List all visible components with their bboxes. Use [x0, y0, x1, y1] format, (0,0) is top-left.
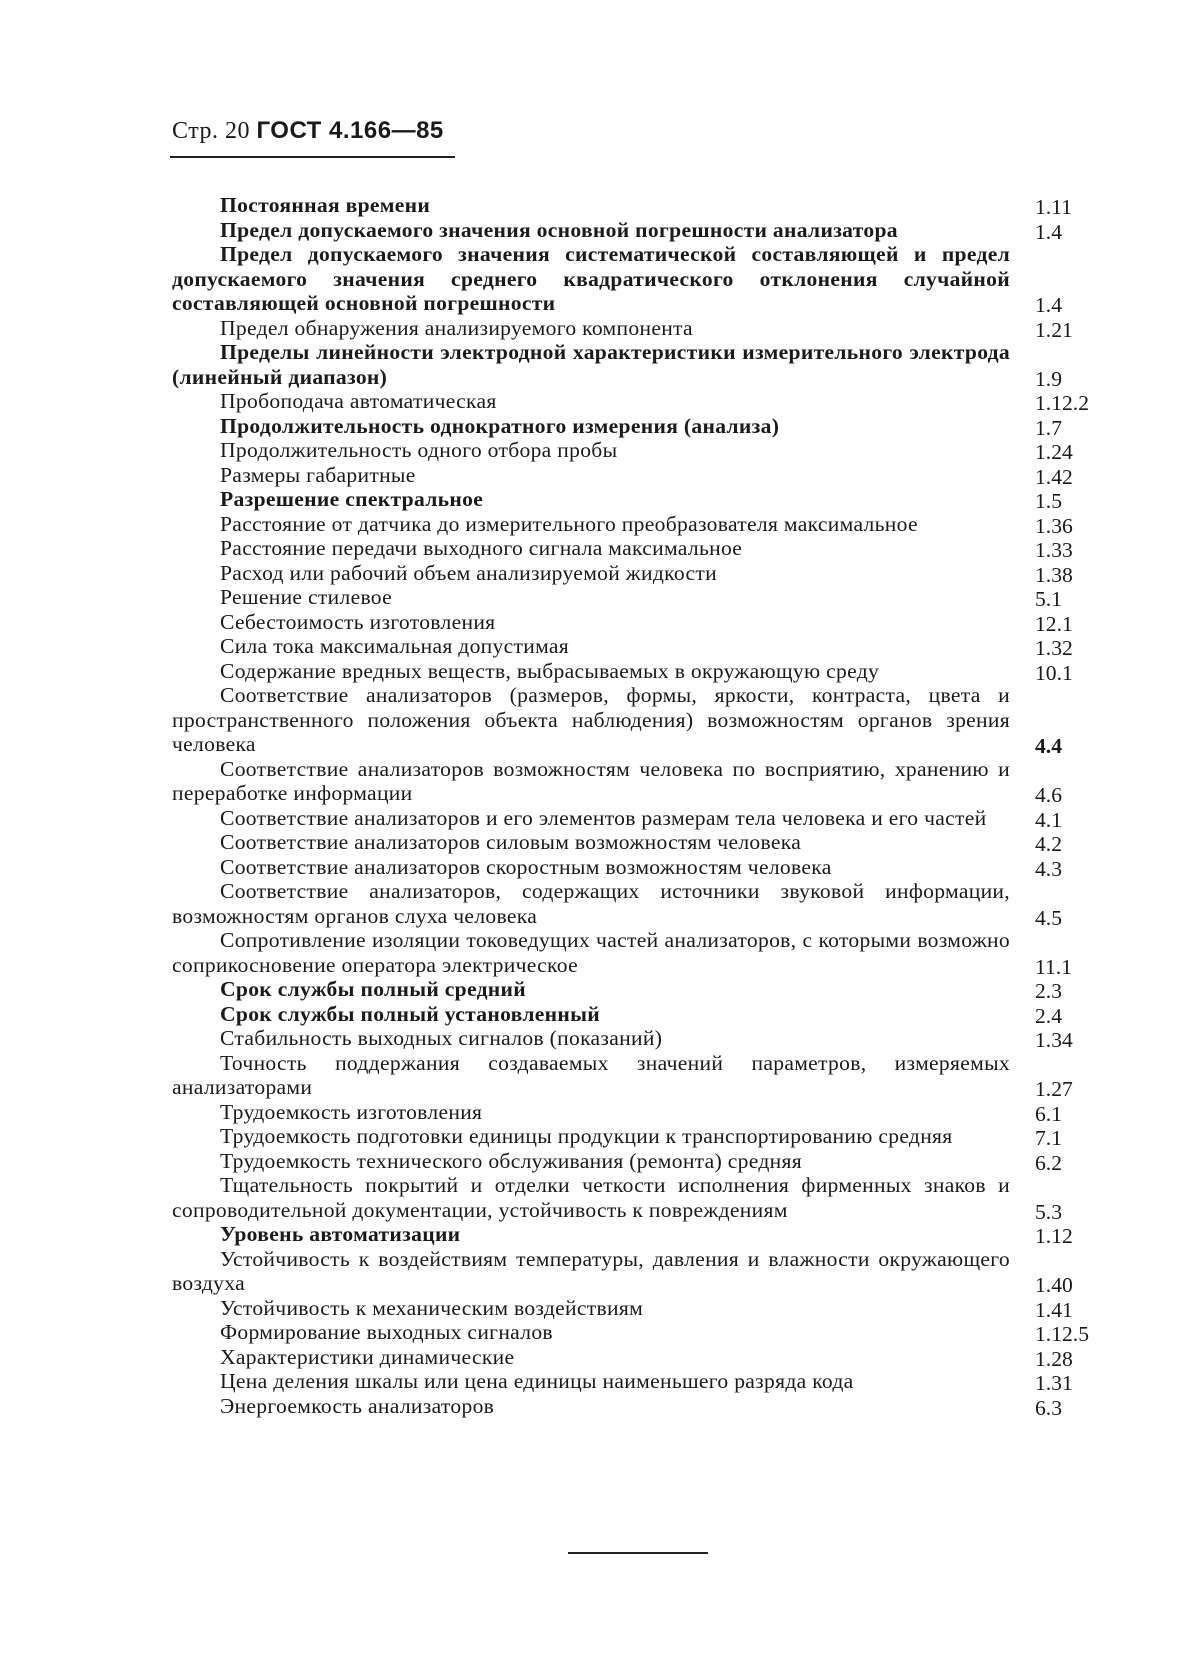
index-entry — [172, 561, 1122, 586]
index-term: Разрешение спектральное — [220, 487, 484, 511]
index-entry — [172, 659, 1122, 684]
end-rule — [568, 1552, 708, 1554]
index-ref: 6.2 — [1035, 1150, 1062, 1175]
index-term: Соответствие анализаторов возможностям человека по восприятию, хранению и переработке информации — [172, 756, 1010, 805]
index-term: Формирование выходных сигналов — [220, 1320, 553, 1344]
index-ref: 11.1 — [1035, 954, 1072, 979]
index-entry — [172, 977, 1122, 1002]
index-ref: 12.1 — [1035, 611, 1073, 636]
index-ref: 1.27 — [1035, 1077, 1073, 1101]
index-entry — [172, 1394, 1122, 1419]
index-entry — [172, 1320, 1122, 1345]
page-header — [172, 117, 444, 145]
index-term: Соответствие анализаторов скоростным возможностям человека — [220, 854, 832, 879]
index-entry — [172, 1124, 1122, 1149]
index-entry — [172, 757, 1122, 806]
index-ref: 10.1 — [1035, 660, 1073, 685]
index-ref: 1.33 — [1035, 538, 1073, 562]
index-term: Срок службы полный установленный — [220, 1001, 601, 1026]
index-entry — [172, 1026, 1122, 1051]
index-ref: 5.3 — [1035, 1199, 1062, 1224]
index-entry — [172, 806, 1122, 831]
index-ref: 6.3 — [1035, 1395, 1062, 1420]
index-ref: 6.1 — [1035, 1101, 1062, 1126]
index-ref: 1.38 — [1035, 562, 1073, 587]
index-ref: 1.11 — [1035, 195, 1072, 219]
index-entry — [172, 855, 1122, 880]
index-ref: 2.3 — [1035, 979, 1062, 1003]
index-ref: 1.12 — [1035, 1224, 1073, 1248]
index-entry — [172, 1222, 1122, 1247]
index-ref: 1.42 — [1035, 464, 1073, 489]
index-ref: 1.21 — [1035, 317, 1073, 342]
index-ref: 1.28 — [1035, 1346, 1073, 1371]
index-term: Себестоимость изготовления — [220, 609, 496, 634]
index-entry — [172, 1345, 1122, 1370]
index-ref: 4.4 — [1035, 734, 1062, 758]
index-ref: 1.4 — [1035, 219, 1062, 244]
page-label: Стр. 20 — [172, 118, 250, 144]
index-term: Продолжительность однократного измерения (анализа) — [220, 413, 780, 438]
index-term: Размеры габаритные — [220, 462, 416, 487]
index-entry — [172, 1369, 1122, 1394]
index-entry — [172, 218, 1122, 243]
index-entry — [172, 610, 1122, 635]
index-ref: 4.6 — [1035, 783, 1062, 807]
index-ref: 1.34 — [1035, 1028, 1073, 1052]
index-entry — [172, 463, 1122, 488]
index-ref: 7.1 — [1035, 1126, 1062, 1150]
index-entry — [172, 1002, 1122, 1027]
index-entry — [172, 242, 1122, 316]
doc-code: ГОСТ 4.166—85 — [256, 117, 444, 144]
index-ref: 1.32 — [1035, 636, 1073, 660]
index-term: Устойчивость к воздействиям температуры, давления и влажности окружающего воздуха — [172, 1246, 1010, 1295]
index-entry — [172, 634, 1122, 659]
index-ref: 1.7 — [1035, 415, 1062, 440]
index-term: Трудоемкость технического обслуживания (ремонта) средняя — [220, 1148, 802, 1173]
index-entry — [172, 316, 1122, 341]
index-ref: 1.12.5 — [1035, 1322, 1089, 1346]
index-entry — [172, 340, 1122, 389]
index-term: Расстояние передачи выходного сигнала максимальное — [220, 536, 743, 560]
index-ref: 4.2 — [1035, 832, 1062, 856]
index-entry — [172, 414, 1122, 439]
index-ref: 1.9 — [1035, 366, 1062, 391]
index-term: Постоянная времени — [220, 193, 431, 217]
index-entry — [172, 389, 1122, 414]
index-ref: 1.36 — [1035, 513, 1073, 538]
index-entry — [172, 1296, 1122, 1321]
index-term: Цена деления шкалы или цена единицы наименьшего разряда кода — [220, 1369, 854, 1393]
index-entry — [172, 193, 1122, 218]
index-term: Решение стилевое — [220, 585, 393, 609]
index-term: Точность поддержания создаваемых значений параметров, измеряемых анализаторами — [172, 1050, 1010, 1099]
index-entry — [172, 830, 1122, 855]
index-term: Продолжительность одного отбора пробы — [220, 438, 618, 462]
subject-index — [172, 193, 1122, 1418]
index-term: Предел допускаемого значения основной погрешности анализатора — [220, 217, 898, 242]
index-term: Сила тока максимальная допустимая — [220, 634, 570, 658]
index-entry — [172, 1247, 1122, 1296]
index-term: Предел обнаружения анализируемого компонента — [220, 315, 693, 340]
index-entry — [172, 683, 1122, 757]
index-term: Содержание вредных веществ, выбрасываемых в окружающую среду — [220, 658, 880, 683]
index-term: Трудоемкость изготовления — [220, 1099, 483, 1124]
index-term: Предел допускаемого значения систематической составляющей и предел допускаемого значения среднего квадратического отклонения случайной составляющей основной погрешности — [172, 242, 1010, 315]
index-term: Соответствие анализаторов (размеров, формы, яркости, контраста, цвета и пространственного положения объекта наблюдения) возможностям органов зрения человека — [172, 683, 1010, 756]
index-entry — [172, 585, 1122, 610]
index-ref: 1.12.2 — [1035, 391, 1089, 415]
index-entry — [172, 879, 1122, 928]
index-entry — [172, 1100, 1122, 1125]
index-term: Расход или рабочий объем анализируемой жидкости — [220, 560, 717, 585]
header-rule — [170, 156, 455, 158]
index-entry — [172, 1051, 1122, 1100]
index-ref: 1.4 — [1035, 293, 1062, 317]
index-entry — [172, 487, 1122, 512]
index-ref: 1.5 — [1035, 489, 1062, 513]
index-term: Энергоемкость анализаторов — [220, 1393, 495, 1418]
index-term: Пробоподача автоматическая — [220, 389, 497, 413]
index-entry — [172, 536, 1122, 561]
index-entry — [172, 1173, 1122, 1222]
index-term: Пределы линейности электродной характеристики измерительного электрода (линейный диапазон) — [172, 340, 1010, 389]
index-term: Расстояние от датчика до измерительного преобразователя максимальное — [220, 511, 918, 536]
index-ref: 1.24 — [1035, 440, 1073, 464]
index-entry — [172, 438, 1122, 463]
index-term: Устойчивость к механическим воздействиям — [220, 1295, 644, 1320]
index-entry — [172, 512, 1122, 537]
index-term: Уровень автоматизации — [220, 1222, 461, 1246]
index-entry — [172, 1149, 1122, 1174]
index-term: Соответствие анализаторов, содержащих источники звуковой информации, возможностям органов слуха человека — [172, 879, 1010, 928]
index-term: Соответствие анализаторов и его элементов размерам тела человека и его частей — [220, 805, 987, 830]
index-term: Соответствие анализаторов силовым возможностям человека — [220, 830, 802, 854]
index-ref: 1.41 — [1035, 1297, 1073, 1322]
index-term: Срок службы полный средний — [220, 977, 527, 1001]
index-ref: 5.1 — [1035, 587, 1062, 611]
index-ref: 4.1 — [1035, 807, 1062, 832]
index-term: Сопротивление изоляции токоведущих частей анализаторов, с которыми возможно соприкосновение оператора электрическое — [172, 928, 1010, 977]
index-entry — [172, 928, 1122, 977]
index-ref: 1.40 — [1035, 1273, 1073, 1297]
index-ref: 4.5 — [1035, 905, 1062, 930]
index-term: Стабильность выходных сигналов (показаний) — [220, 1026, 663, 1050]
index-term: Тщательность покрытий и отделки четкости исполнения фирменных знаков и сопроводительной документации, устойчивость к повреждениям — [172, 1173, 1010, 1222]
index-term: Трудоемкость подготовки единицы продукции к транспортированию средняя — [220, 1124, 953, 1148]
index-ref: 4.3 — [1035, 856, 1062, 881]
index-term: Характеристики динамические — [220, 1344, 515, 1369]
index-ref: 1.31 — [1035, 1371, 1073, 1395]
index-ref: 2.4 — [1035, 1003, 1062, 1028]
